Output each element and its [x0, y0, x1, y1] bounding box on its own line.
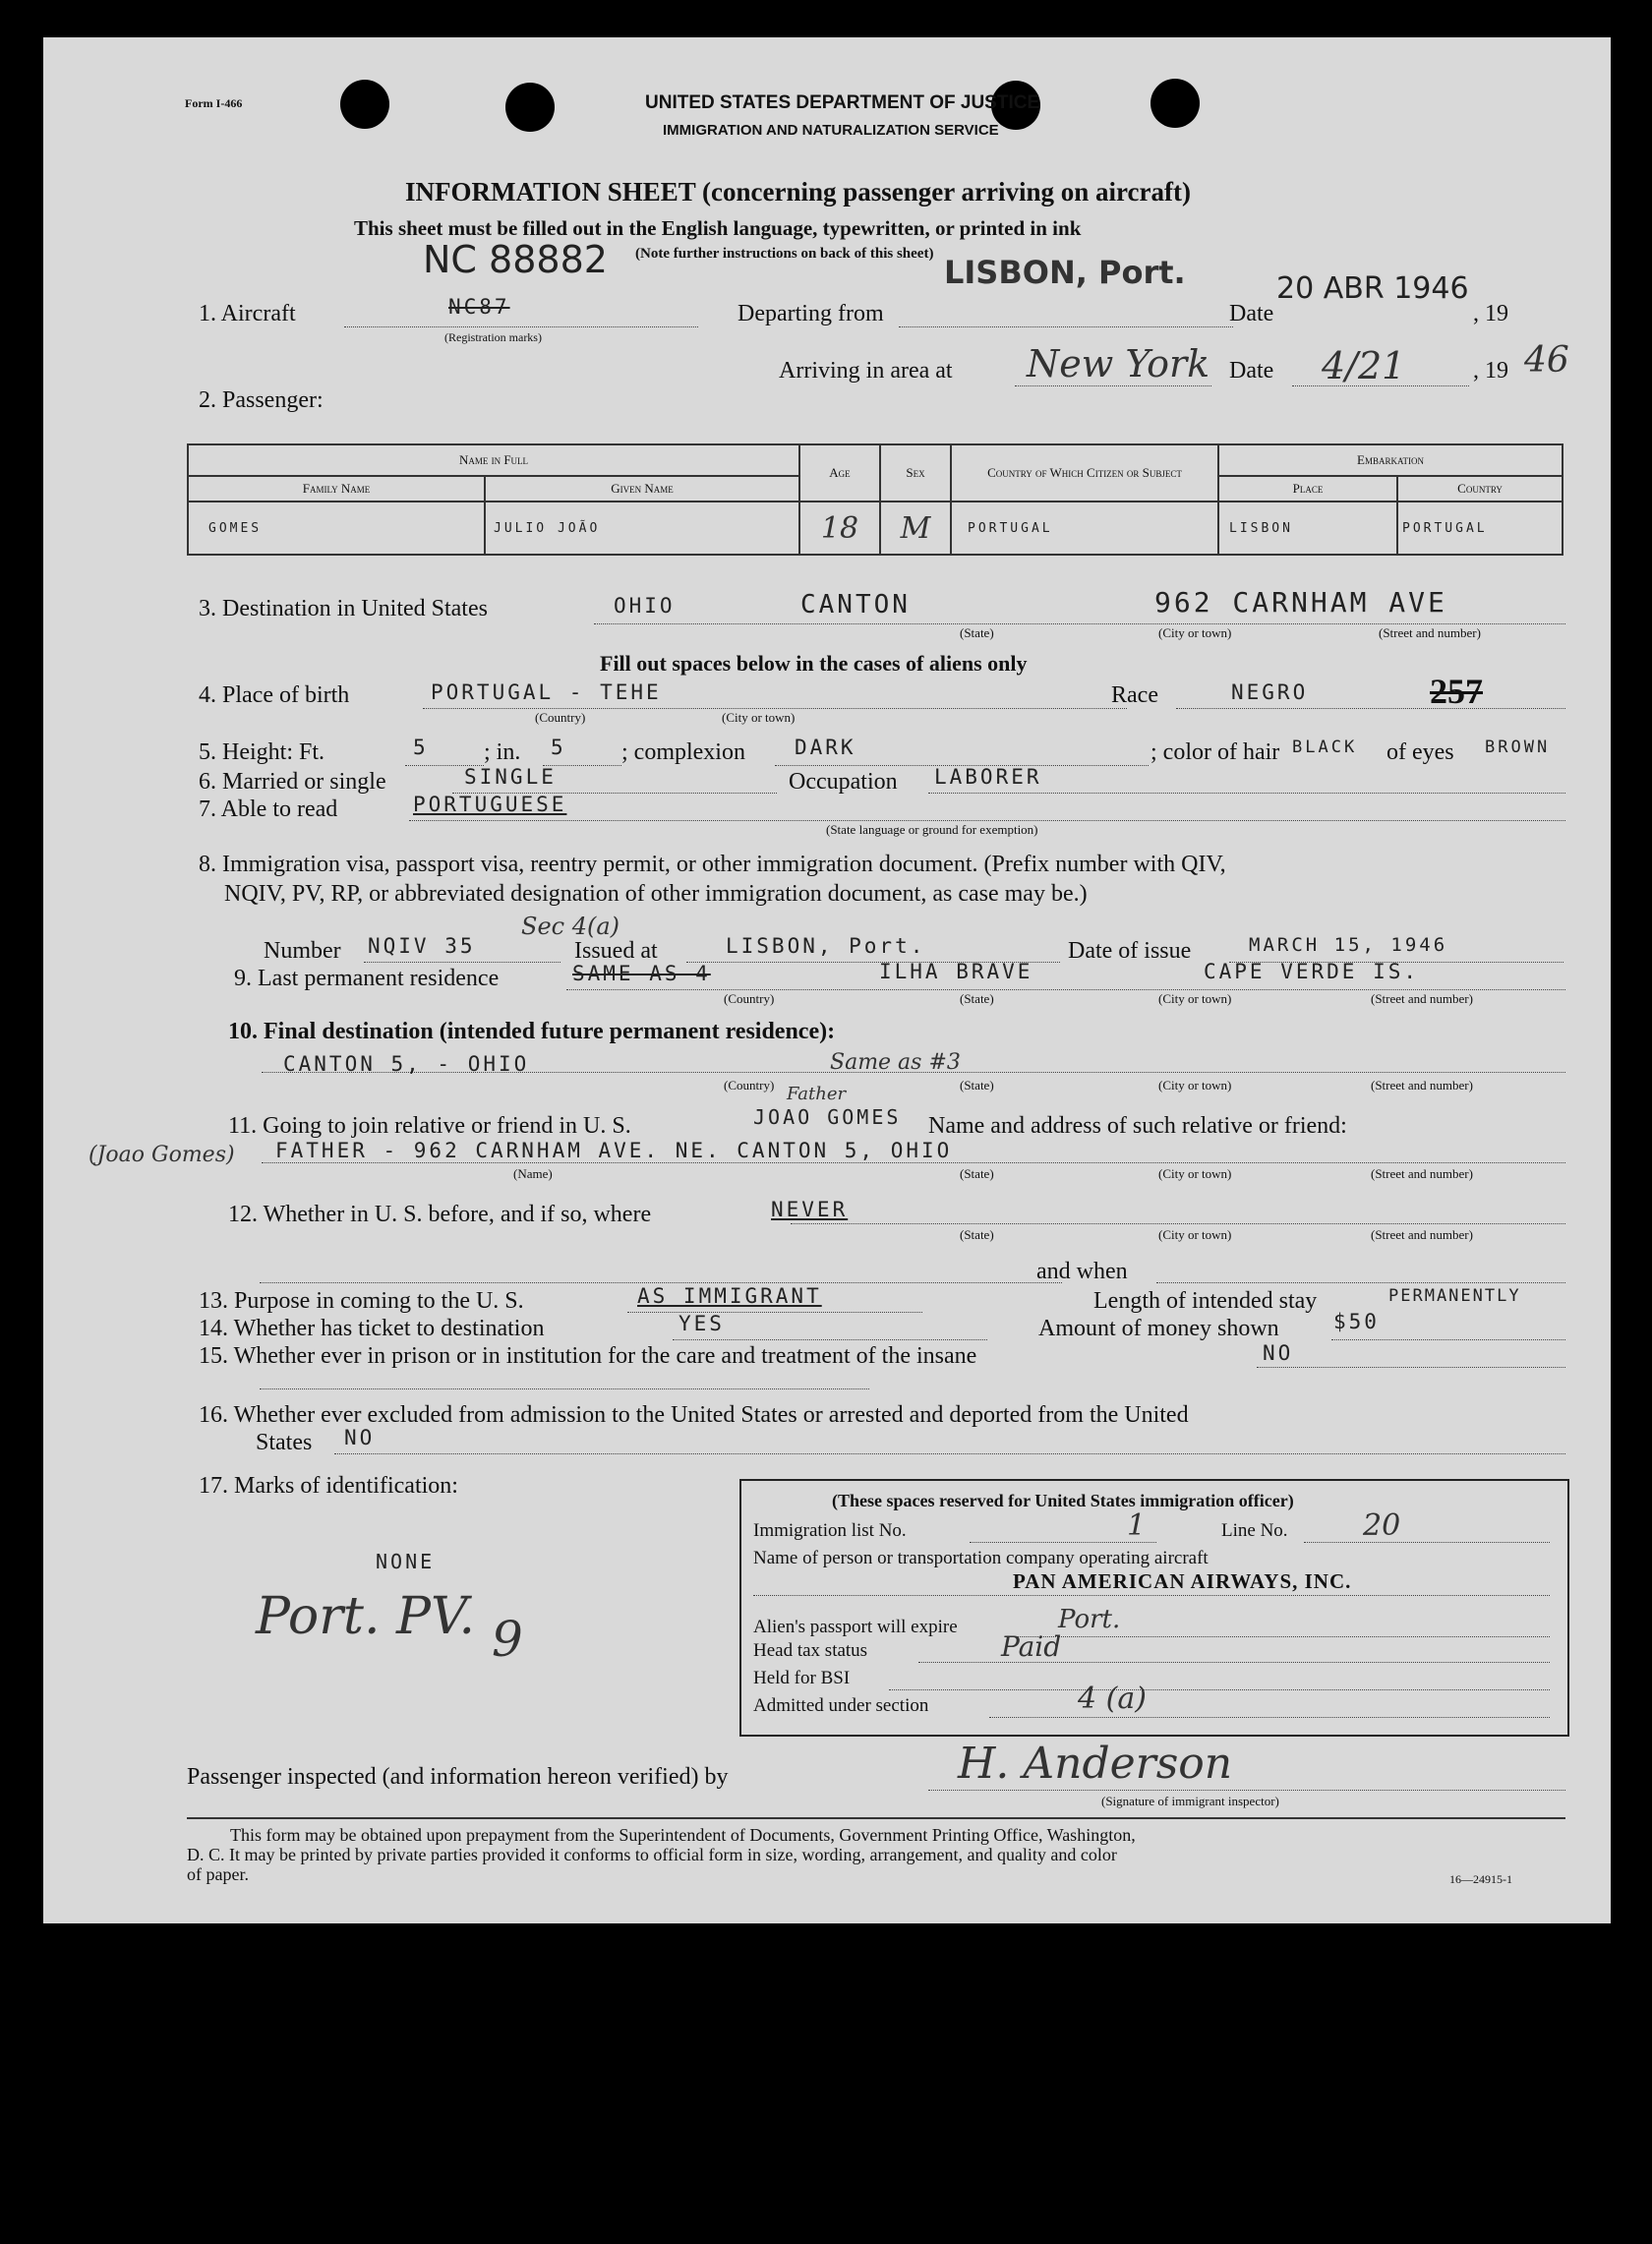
birth-city-caption: (City or town) — [722, 710, 796, 725]
arrival-date: 4/21 — [1322, 344, 1406, 387]
prison-value: NO — [1263, 1341, 1294, 1365]
department-name: UNITED STATES DEPARTMENT OF JUSTICE — [645, 92, 1040, 113]
before-value: NEVER — [771, 1198, 849, 1221]
eyes-value: BROWN — [1485, 738, 1551, 757]
final-street-caption: (Street and number) — [1371, 1078, 1473, 1092]
prison-line2 — [260, 1388, 869, 1389]
sex-header: Sex — [880, 444, 951, 502]
year-prefix: , 19 — [1473, 301, 1508, 326]
res-city-caption: (City or town) — [1158, 991, 1232, 1006]
destination-street: 962 CARNHAM AVE — [1154, 586, 1447, 619]
join-note-relation: Father — [787, 1084, 847, 1104]
registration-caption: (Registration marks) — [444, 330, 542, 344]
residence-state: ILHA BRAVE — [879, 960, 1033, 983]
when-line — [1156, 1282, 1565, 1283]
visa-number-value: NQIV 35 — [368, 934, 476, 958]
before-line — [791, 1223, 1565, 1224]
hair-value: BLACK — [1292, 738, 1358, 757]
destination-city: CANTON — [800, 590, 911, 620]
given-name-cell: JULIO JOÃO — [485, 502, 799, 555]
complexion-value: DARK — [795, 736, 856, 759]
birth-label: 4. Place of birth — [199, 682, 350, 708]
punch-hole — [505, 83, 555, 132]
in-label: ; in. — [484, 739, 521, 765]
footer-line2: D. C. It may be printed by private parties provided it conforms to official form in size, wording, arrangement, and quality and color — [187, 1845, 1117, 1864]
join-value: FATHER - 962 CARNHAM AVE. NE. CANTON 5, OHIO — [275, 1139, 953, 1162]
marks-label: 17. Marks of identification: — [199, 1473, 458, 1499]
res-state-caption: (State) — [960, 991, 994, 1006]
join-label: 11. Going to join relative or friend in U. S. — [228, 1113, 631, 1139]
money-label: Amount of money shown — [1038, 1316, 1279, 1341]
race-value: NEGRO — [1231, 680, 1309, 704]
marks-value: NONE — [376, 1550, 436, 1573]
section-line — [989, 1717, 1550, 1718]
residence-line — [566, 989, 1565, 990]
visa-number-label: Number — [264, 938, 341, 964]
issued-label: Issued at — [574, 938, 658, 964]
race-label: Race — [1111, 682, 1158, 708]
birth-country-caption: (Country) — [535, 710, 586, 725]
departing-value: LISBON, Port. — [944, 254, 1186, 291]
join-label2: Name and address of such relative or friend: — [928, 1113, 1347, 1139]
visa-text-line2: NQIV, PV, RP, or abbreviated designation of other immigration document, as case may be.) — [224, 881, 1088, 907]
height-label: 5. Height: Ft. — [199, 739, 325, 765]
inspector-signature: H. Anderson — [958, 1739, 1233, 1789]
birth-value: PORTUGAL - TEHE — [431, 680, 662, 704]
given-name-header: Given Name — [485, 476, 799, 502]
purpose-line — [627, 1312, 922, 1313]
punch-hole — [1150, 79, 1200, 128]
company-value: PAN AMERICAN AIRWAYS, INC. — [1013, 1569, 1352, 1593]
issue-date-label: Date of issue — [1068, 938, 1192, 964]
destination-line — [594, 623, 1565, 624]
inspected-label: Passenger inspected (and information hereon verified) by — [187, 1764, 729, 1790]
married-value: SINGLE — [464, 765, 557, 789]
form-instruction: This sheet must be filled out in the English language, typewritten, or printed in ink — [354, 216, 1082, 240]
residence-label: 9. Last permanent residence — [234, 966, 500, 991]
passport-value: Port. — [1058, 1605, 1121, 1634]
occupation-line — [928, 793, 1565, 794]
form-number: Form I-466 — [185, 96, 243, 110]
destination-state: OHIO — [614, 594, 676, 618]
join-state-caption: (State) — [960, 1166, 994, 1181]
ticket-line — [673, 1339, 987, 1340]
final-destination-value: CANTON 5, - OHIO — [283, 1052, 530, 1076]
passenger-table — [187, 443, 1564, 556]
occupation-label: Occupation — [789, 769, 898, 795]
footer-rule — [187, 1817, 1565, 1819]
read-value: PORTUGUESE — [413, 793, 567, 816]
residence-country: SAME AS 4 — [572, 962, 711, 985]
join-street-caption: (Street and number) — [1371, 1166, 1473, 1181]
company-label: Name of person or transportation company operating aircraft — [753, 1548, 1209, 1568]
departing-label: Departing from — [738, 301, 884, 326]
issue-date-value: MARCH 15, 1946 — [1249, 934, 1448, 956]
signature-line — [928, 1790, 1565, 1791]
res-street-caption: (Street and number) — [1371, 991, 1473, 1006]
occupation-value: LABORER — [934, 765, 1042, 789]
footer-line1: This form may be obtained upon prepayment from the Superintendent of Documents, Government Printing Office, Washington, — [230, 1825, 1136, 1845]
read-caption: (State language or ground for exemption) — [826, 822, 1038, 837]
stay-label: Length of intended stay — [1093, 1288, 1318, 1314]
arriving-line — [1015, 385, 1211, 386]
place-header: Place — [1218, 476, 1397, 502]
res-country-caption: (Country) — [724, 991, 775, 1006]
prison-line — [1257, 1367, 1565, 1368]
hair-label: ; color of hair — [1150, 739, 1280, 765]
nc-stamp: NC 88882 — [423, 238, 608, 281]
officer-box-title: (These spaces reserved for United States immigration officer) — [832, 1491, 1294, 1510]
final-destination-label: 10. Final destination (intended future permanent residence): — [228, 1019, 836, 1044]
complexion-label: ; complexion — [621, 739, 745, 765]
embark-place-cell: LISBON — [1218, 502, 1397, 555]
join-note-name: JOAO GOMES — [753, 1105, 902, 1129]
excluded-line — [334, 1453, 1565, 1454]
list-no-label: Immigration list No. — [753, 1520, 907, 1541]
destination-label: 3. Destination in United States — [199, 596, 488, 621]
issued-value: LISBON, Port. — [726, 934, 926, 958]
excluded-value: NO — [344, 1426, 376, 1449]
when-label: and when — [1036, 1259, 1128, 1284]
bsi-label: Held for BSI — [753, 1668, 851, 1688]
join-name-caption: (Name) — [513, 1166, 553, 1181]
final-city-caption: (City or town) — [1158, 1078, 1232, 1092]
married-label: 6. Married or single — [199, 769, 386, 795]
company-line — [753, 1595, 1550, 1596]
money-line — [1331, 1339, 1565, 1340]
excluded-line1: 16. Whether ever excluded from admission to the United States or arrested and deported from the United — [199, 1402, 1189, 1428]
country-header: Country — [1397, 476, 1563, 502]
line-no-value: 20 — [1363, 1508, 1401, 1543]
bsi-line — [889, 1689, 1550, 1690]
race-code: 257 — [1430, 672, 1483, 711]
list-no-value: 1 — [1127, 1508, 1147, 1543]
before-line2 — [260, 1282, 1062, 1283]
arrival-year: 46 — [1524, 340, 1569, 381]
passenger-label: 2. Passenger: — [199, 387, 324, 413]
city-caption: (City or town) — [1158, 625, 1232, 640]
year2-prefix: , 19 — [1473, 358, 1508, 384]
form-sheet — [43, 37, 1611, 1923]
final-country-caption: (Country) — [724, 1078, 775, 1092]
visa-text-line1: 8. Immigration visa, passport visa, reentry permit, or other immigration document. (Prefix number with QIV, — [199, 852, 1226, 877]
visa-note: Sec 4(a) — [521, 913, 620, 940]
purpose-label: 13. Purpose in coming to the U. S. — [199, 1288, 524, 1314]
sex-cell: M — [880, 502, 951, 555]
tax-label: Head tax status — [753, 1640, 868, 1661]
race-line — [1176, 708, 1565, 709]
aircraft-value: NC87 — [448, 295, 510, 319]
embarkation-header: Embarkation — [1218, 444, 1563, 476]
back-note: (Note further instructions on back of this sheet) — [635, 246, 934, 262]
money-value: $50 — [1333, 1310, 1380, 1333]
arriving-value: New York — [1027, 342, 1210, 385]
visa-number-line — [364, 962, 560, 963]
purpose-value: AS IMMIGRANT — [637, 1284, 822, 1308]
family-name-cell: GOMES — [188, 502, 485, 555]
height-ft: 5 — [413, 736, 429, 759]
age-header: Age — [799, 444, 880, 502]
before-city-caption: (City or town) — [1158, 1227, 1232, 1242]
section-label: Admitted under section — [753, 1695, 929, 1716]
residence-city: CAPE VERDE IS. — [1204, 960, 1420, 983]
before-state-caption: (State) — [960, 1227, 994, 1242]
family-name-header: Family Name — [188, 476, 485, 502]
departing-date: 20 ABR 1946 — [1276, 271, 1469, 306]
footer-line3: of paper. — [187, 1864, 249, 1884]
service-name: IMMIGRATION AND NATURALIZATION SERVICE — [663, 122, 999, 139]
departing-line — [899, 326, 1233, 327]
join-city-caption: (City or town) — [1158, 1166, 1232, 1181]
passport-label: Alien's passport will expire — [753, 1617, 958, 1637]
before-street-caption: (Street and number) — [1371, 1227, 1473, 1242]
ticket-value: YES — [678, 1312, 725, 1335]
prison-label: 15. Whether ever in prison or in institution for the care and treatment of the insane — [199, 1343, 977, 1369]
line-no-line — [1304, 1542, 1550, 1543]
tax-value: Paid — [1001, 1630, 1062, 1663]
name-in-full-header: Name in Full — [188, 444, 799, 476]
final-state-caption: (State) — [960, 1078, 994, 1092]
eyes-label: of eyes — [1386, 739, 1454, 765]
footer-code: 16—24915-1 — [1449, 1872, 1512, 1886]
embark-country-cell: PORTUGAL — [1397, 502, 1563, 555]
citizen-header: Country of Which Citizen or Subject — [951, 444, 1218, 502]
age-cell: 18 — [799, 502, 880, 555]
marks-note: Port. PV. — [256, 1587, 475, 1646]
page-title: INFORMATION SHEET (concerning passenger arriving on aircraft) — [405, 177, 1191, 207]
height-in: 5 — [551, 736, 566, 759]
section-value: 4 (a) — [1078, 1682, 1147, 1716]
excluded-line2: States — [256, 1430, 313, 1455]
officer-box — [739, 1479, 1569, 1737]
stay-value: PERMANENTLY — [1388, 1286, 1521, 1306]
aircraft-label: 1. Aircraft — [199, 301, 296, 326]
final-note: Same as #3 — [830, 1050, 961, 1075]
state-caption: (State) — [960, 625, 994, 640]
signature-caption: (Signature of immigrant inspector) — [1101, 1794, 1279, 1808]
line-no-label: Line No. — [1221, 1520, 1288, 1541]
aliens-only-heading: Fill out spaces below in the cases of aliens only — [600, 651, 1028, 676]
punch-hole — [340, 80, 389, 129]
date2-label: Date — [1229, 358, 1274, 384]
before-label: 12. Whether in U. S. before, and if so, where — [228, 1202, 652, 1227]
marks-note2: 9 — [492, 1611, 523, 1668]
join-line — [262, 1162, 1565, 1163]
street-caption: (Street and number) — [1379, 625, 1481, 640]
passport-line — [1007, 1636, 1550, 1637]
aircraft-line — [344, 326, 698, 327]
birth-line — [423, 708, 1127, 709]
date-label: Date — [1229, 301, 1274, 326]
citizen-cell: PORTUGAL — [951, 502, 1218, 555]
join-margin-note: (Joao Gomes) — [88, 1143, 235, 1167]
read-line — [409, 820, 1565, 821]
read-label: 7. Able to read — [199, 797, 338, 822]
arriving-label: Arriving in area at — [779, 358, 953, 384]
ticket-label: 14. Whether has ticket to destination — [199, 1316, 545, 1341]
